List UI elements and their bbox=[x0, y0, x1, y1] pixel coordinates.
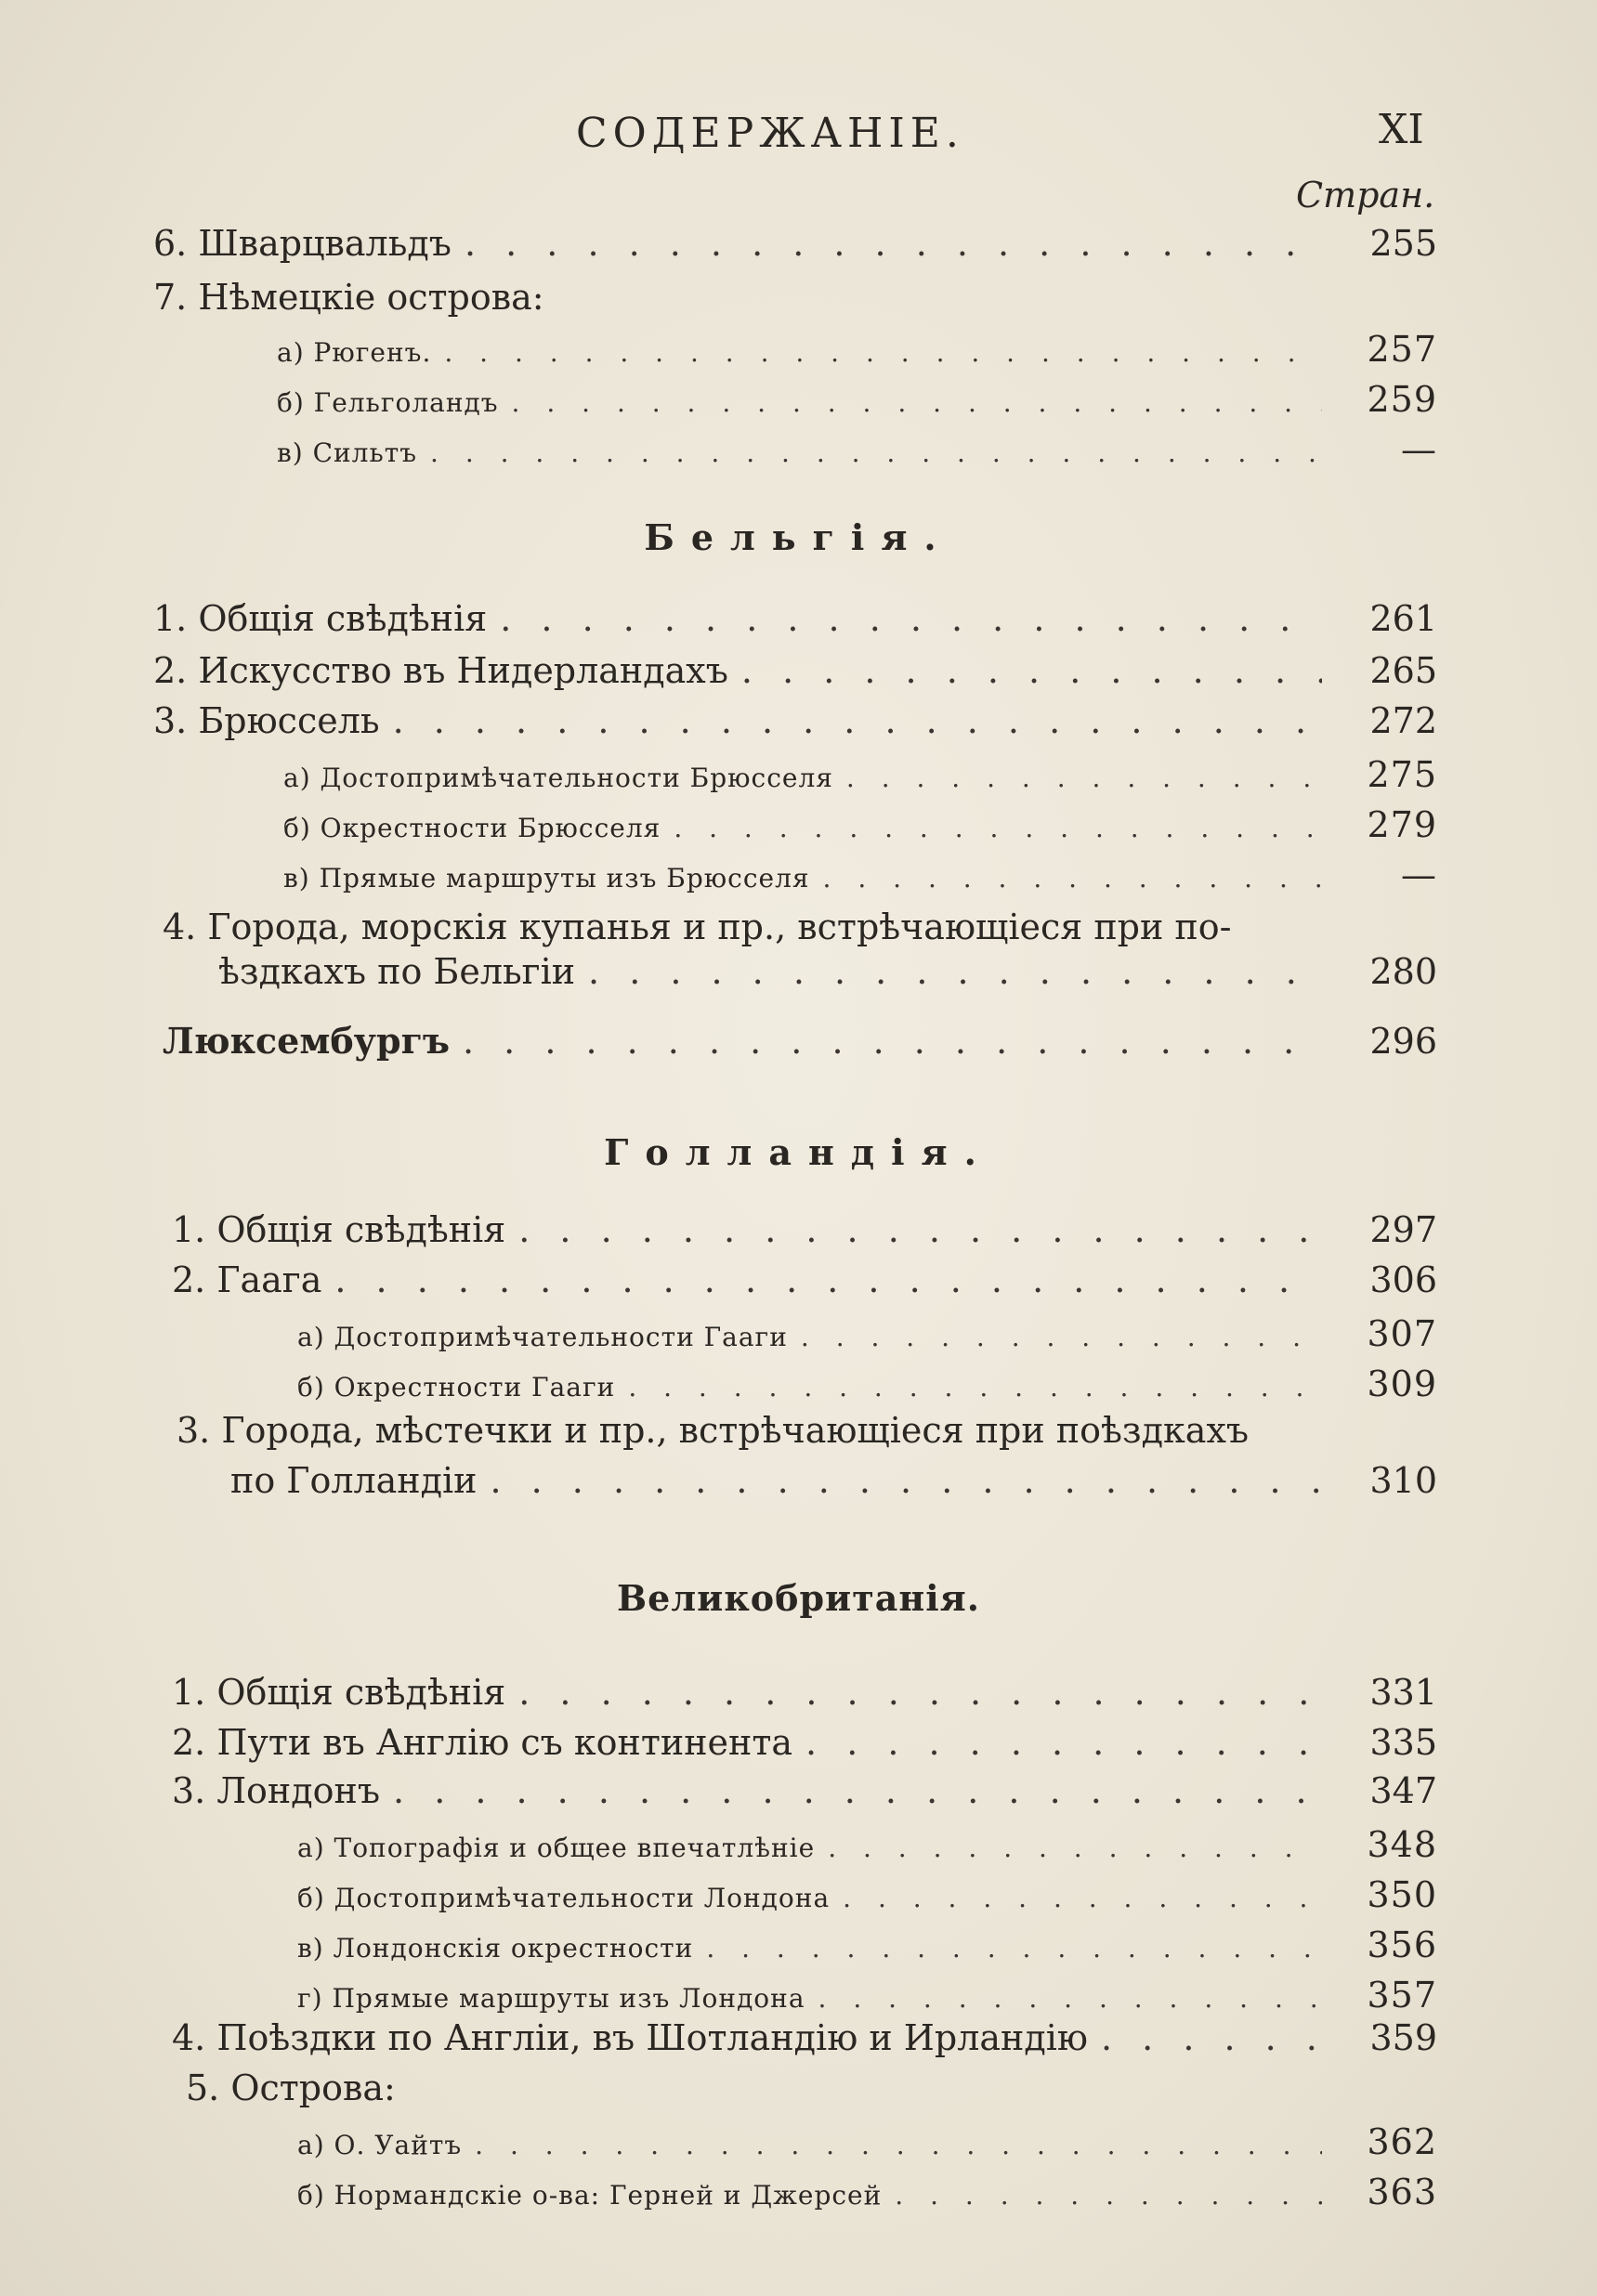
toc-subentry[interactable]: б) Окрестности Брюсселя . . . 279 bbox=[283, 804, 1437, 845]
toc-entry[interactable]: 1. Общія свѣдѣнія . . . 331 bbox=[172, 1672, 1437, 1713]
toc-entry[interactable]: 7. Нѣмецкіе острова: bbox=[153, 277, 544, 318]
toc-entry[interactable]: 2. Гаага . . . 306 bbox=[172, 1259, 1437, 1300]
toc-subentry[interactable]: б) Достопримѣчательности Лондона . . . 350 bbox=[297, 1874, 1437, 1915]
running-head: СОДЕРЖАНІЕ. bbox=[576, 110, 964, 157]
toc-entry[interactable]: 3. Брюссель . . . 272 bbox=[153, 700, 1437, 741]
toc-subentry[interactable]: в) Прямые маршруты изъ Брюсселя . . . — bbox=[283, 854, 1437, 895]
toc-subentry[interactable]: б) Окрестности Гааги . . . 309 bbox=[297, 1363, 1437, 1404]
toc-entry[interactable]: 3. Города, мѣстечки и пр., встрѣчающіеся при поѣздкахъ bbox=[177, 1410, 1250, 1451]
toc-subentry[interactable]: в) Лондонскія окрестности . . . 356 bbox=[297, 1924, 1437, 1965]
toc-subentry[interactable]: а) О. Уайтъ . . . 362 bbox=[297, 2121, 1437, 2162]
toc-subentry[interactable]: а) Достопримѣчательности Брюсселя . . . 275 bbox=[283, 754, 1437, 795]
toc-subentry[interactable]: в) Сильтъ . . . — bbox=[277, 429, 1437, 470]
toc-entry-luxembourg[interactable]: Люксембургъ . . . 296 bbox=[163, 1020, 1437, 1062]
toc-entry-continuation[interactable]: ѣздкахъ по Бельгіи . . . 280 bbox=[218, 951, 1437, 992]
toc-entry[interactable]: 4. Города, морскія купанья и пр., встрѣчающіеся при по- bbox=[163, 907, 1232, 947]
toc-subentry[interactable]: а) Топографія и общее впечатлѣніе . . . 348 bbox=[297, 1824, 1437, 1865]
toc-entry-continuation[interactable]: по Голландіи . . . 310 bbox=[230, 1460, 1437, 1501]
page-number: XI bbox=[1379, 106, 1424, 153]
toc-subentry[interactable]: б) Нормандскіе о-ва: Герней и Джерсей . . . 363 bbox=[297, 2172, 1437, 2212]
toc-entry[interactable]: 2. Пути въ Англію съ континента . . . 335 bbox=[172, 1722, 1437, 1763]
toc-entry[interactable]: 5. Острова: bbox=[186, 2068, 396, 2108]
toc-entry[interactable]: 1. Общія свѣдѣнія . . . 261 bbox=[153, 598, 1437, 639]
toc-subentry[interactable]: а) Рюгенъ. . . . 257 bbox=[277, 329, 1437, 370]
toc-subentry[interactable]: а) Достопримѣчательности Гааги . . . 307 bbox=[297, 1313, 1437, 1354]
toc-entry[interactable]: 1. Общія свѣдѣнія . . . 297 bbox=[172, 1209, 1437, 1250]
section-heading-belgium: Бельгія. bbox=[644, 516, 953, 558]
toc-entry[interactable]: 2. Искусство въ Нидерландахъ . . . 265 bbox=[153, 650, 1437, 691]
toc-entry[interactable]: 4. Поѣздки по Англіи, въ Шотландію и Ирландію . . . 359 bbox=[172, 2017, 1437, 2058]
page-column-label: Стран. bbox=[1296, 175, 1435, 215]
toc-subentry[interactable]: г) Прямые маршруты изъ Лондона . . . 357 bbox=[297, 1975, 1437, 2016]
toc-entry[interactable]: 3. Лондонъ . . . 347 bbox=[172, 1770, 1437, 1811]
toc-subentry[interactable]: б) Гельголандъ . . . 259 bbox=[277, 379, 1437, 420]
toc-entry[interactable]: 6. Шварцвальдъ . . . 255 bbox=[153, 223, 1437, 264]
section-heading-great-britain: Великобританія. bbox=[617, 1577, 980, 1619]
section-heading-holland: Голландія. bbox=[604, 1131, 993, 1173]
